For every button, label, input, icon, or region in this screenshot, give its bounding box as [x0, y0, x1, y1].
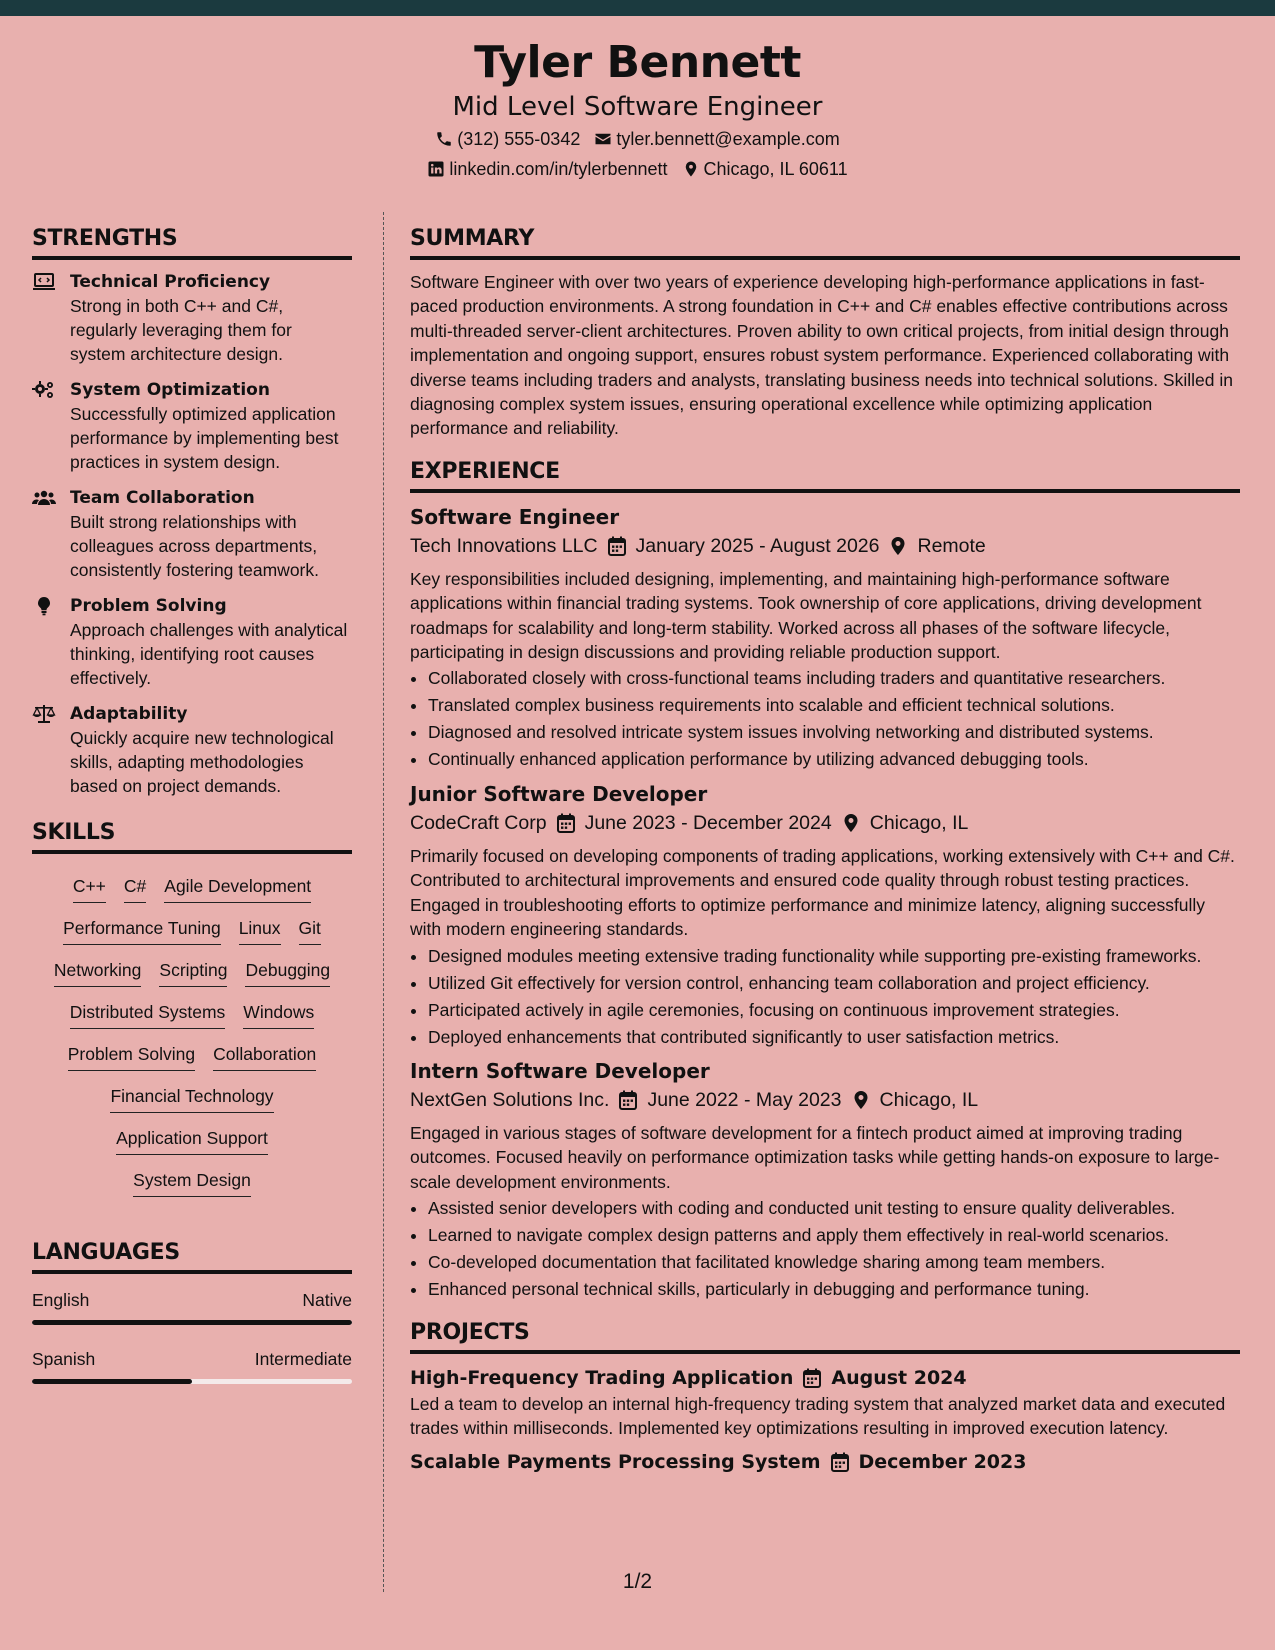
location-pin-icon — [889, 536, 907, 556]
linkedin-contact[interactable] — [427, 154, 667, 184]
strengths-title: STRENGTHS — [32, 224, 352, 260]
location-pin-icon — [842, 813, 860, 833]
left-column — [32, 224, 352, 1384]
job-bullets — [410, 666, 1240, 771]
skill-tag: Networking — [54, 958, 142, 987]
project-entry — [410, 1364, 1240, 1441]
languages-section — [32, 1238, 352, 1384]
calendar-icon — [557, 813, 575, 833]
job-entry — [410, 780, 1240, 1049]
job-company: NextGen Solutions Inc. — [410, 1088, 610, 1111]
language-name: English — [32, 1290, 90, 1310]
job-company: CodeCraft Corp — [410, 811, 547, 834]
linkedin-icon — [427, 160, 445, 178]
skill-tag: C++ — [73, 874, 106, 903]
job-bullet: • Continually enhanced application performance by utilizing advanced debugging tools. — [428, 747, 1240, 771]
job-bullet: • Assisted senior developers with coding and conducted unit testing to ensure quality deliverables. — [428, 1196, 1240, 1220]
calendar-icon — [608, 536, 626, 556]
page-indicator: 1/2 — [622, 1570, 653, 1593]
scale-balanced-icon — [32, 704, 56, 724]
strength-title: Adaptability — [70, 704, 188, 724]
calendar-icon — [619, 1090, 637, 1110]
candidate-role: Mid Level Software Engineer — [452, 92, 823, 122]
column-divider — [383, 212, 384, 1592]
skill-tag: Collaboration — [213, 1042, 316, 1071]
job-description: Key responsibilities included designing, implementing, and maintaining high-performance software applications within financial trading systems. Took ownership of core applications, driving development roadmaps for scalability and long-term stability. Worked across all phases of the software lifecycle, participating in design discussions and providing reliable production support. — [410, 568, 1202, 663]
summary-title: SUMMARY — [410, 224, 1240, 260]
phone-contact[interactable] — [435, 124, 580, 154]
skill-tag: System Design — [133, 1168, 251, 1197]
strength-item — [32, 702, 352, 798]
language-item — [32, 1288, 352, 1325]
job-title: Intern Software Developer — [410, 1058, 710, 1083]
job-dates: June 2022 - May 2023 — [647, 1088, 842, 1111]
project-title: Scalable Payments Processing System — [410, 1451, 821, 1474]
project-date: December 2023 — [858, 1451, 1027, 1474]
language-proficiency-fill — [32, 1320, 352, 1325]
summary-section — [410, 224, 1240, 441]
skill-tag: Financial Technology — [110, 1084, 273, 1113]
top-accent-bar — [0, 0, 1275, 16]
project-entry — [410, 1448, 1240, 1476]
strength-title: Team Collaboration — [70, 488, 255, 508]
strengths-section — [32, 224, 352, 798]
experience-title: EXPERIENCE — [410, 457, 1240, 493]
strength-item — [32, 594, 352, 690]
skills-section — [32, 818, 352, 1204]
job-bullets — [410, 944, 1240, 1049]
skills-list — [32, 864, 352, 1204]
linkedin-text: linkedin.com/in/tylerbennett — [449, 159, 668, 179]
language-proficiency-bar — [32, 1320, 352, 1325]
job-description: Engaged in various stages of software development for a fintech product aimed at improving trading outcomes. Focused heavily on performance optimization tasks while getting hands-on exposure to large-scale development environments. — [410, 1122, 1220, 1192]
job-bullets — [410, 1196, 1240, 1301]
email-text: tyler.bennett@example.com — [616, 129, 840, 149]
job-title: Software Engineer — [410, 504, 620, 529]
job-bullet: • Enhanced personal technical skills, particularly in debugging and performance tuning. — [428, 1277, 1240, 1301]
project-description: Led a team to develop an internal high-frequency trading system that analyzed market data and executed trades within milliseconds. Implemented key optimizations resulting in improved execution latency. — [410, 1393, 1226, 1438]
right-column — [410, 224, 1240, 1492]
skill-tag: C# — [124, 874, 146, 903]
skill-tag: Distributed Systems — [70, 1000, 226, 1029]
gears-icon — [32, 380, 56, 400]
job-bullet: • Diagnosed and resolved intricate system issues involving networking and distributed systems. — [428, 720, 1240, 744]
skill-tag: Problem Solving — [68, 1042, 195, 1071]
job-title: Junior Software Developer — [410, 781, 708, 806]
envelope-icon — [594, 130, 612, 148]
phone-text: (312) 555-0342 — [457, 129, 581, 149]
project-date: August 2024 — [831, 1366, 967, 1389]
phone-icon — [435, 130, 453, 148]
job-bullet: • Deployed enhancements that contributed significantly to user satisfaction metrics. — [428, 1025, 1240, 1049]
job-dates: January 2025 - August 2026 — [635, 534, 880, 557]
language-item — [32, 1347, 352, 1384]
skill-tag: Agile Development — [164, 874, 311, 903]
language-level: Intermediate — [254, 1349, 352, 1369]
skill-tag: Performance Tuning — [63, 916, 221, 945]
strength-title: System Optimization — [70, 380, 270, 400]
job-bullet: • Utilized Git effectively for version control, enhancing team collaboration and project efficiency. — [428, 971, 1240, 995]
calendar-icon — [831, 1452, 849, 1472]
candidate-name: Tyler Bennett — [474, 37, 801, 88]
location-contact — [682, 154, 848, 184]
skills-title: SKILLS — [32, 818, 352, 854]
language-level: Native — [302, 1290, 352, 1310]
language-proficiency-fill — [32, 1379, 192, 1384]
users-icon — [32, 488, 56, 508]
job-location: Chicago, IL — [869, 811, 969, 834]
project-header — [410, 1448, 1240, 1476]
strength-title: Technical Proficiency — [70, 272, 271, 292]
calendar-icon — [803, 1368, 821, 1388]
lightbulb-icon — [32, 596, 56, 616]
strength-desc: Built strong relationships with colleagues across departments, consistently fostering teamwork. — [70, 512, 319, 580]
strength-title: Problem Solving — [70, 596, 227, 616]
email-contact[interactable] — [594, 124, 839, 154]
job-bullet: • Translated complex business requirements into scalable and efficient technical solutions. — [428, 693, 1240, 717]
strength-desc: Strong in both C++ and C#, regularly leveraging them for system architecture design. — [70, 296, 292, 364]
job-bullet: • Learned to navigate complex design patterns and apply them effectively in real-world scenarios. — [428, 1223, 1240, 1247]
location-pin-icon — [682, 160, 700, 178]
strength-item — [32, 270, 352, 366]
location-pin-icon — [852, 1090, 870, 1110]
location-text: Chicago, IL 60611 — [703, 159, 848, 179]
project-title: High-Frequency Trading Application — [410, 1366, 794, 1389]
job-bullet: • Co-developed documentation that facilitated knowledge sharing among team members. — [428, 1250, 1240, 1274]
skill-tag: Scripting — [159, 958, 227, 987]
job-bullet: • Participated actively in agile ceremonies, focusing on continuous improvement strategies. — [428, 998, 1240, 1022]
skill-tag: Windows — [243, 1000, 314, 1029]
contact-row-1 — [0, 124, 1275, 154]
job-bullet: • Collaborated closely with cross-functional teams including traders and quantitative researchers. — [428, 666, 1240, 690]
skill-tag: Debugging — [245, 958, 330, 987]
job-meta — [410, 531, 1240, 561]
job-bullet: • Designed modules meeting extensive trading functionality while supporting pre-existing frameworks. — [428, 944, 1240, 968]
strength-desc: Quickly acquire new technological skills, adapting methodologies based on project demands. — [70, 728, 334, 796]
laptop-code-icon — [32, 272, 56, 292]
projects-section — [410, 1318, 1240, 1477]
strength-item — [32, 378, 352, 474]
projects-title: PROJECTS — [410, 1318, 1240, 1354]
languages-title: LANGUAGES — [32, 1238, 352, 1274]
skill-tag: Application Support — [116, 1126, 268, 1155]
strength-desc: Approach challenges with analytical thinking, identifying root causes effectively. — [70, 620, 348, 688]
language-name: Spanish — [32, 1349, 96, 1369]
skill-tag: Git — [299, 916, 321, 945]
strength-item — [32, 486, 352, 582]
project-header — [410, 1364, 1240, 1392]
summary-text: Software Engineer with over two years of experience developing high-performance applications in fast-paced production environments. A strong foundation in C++ and C# enables effective contributions across multi-threaded server-client architectures. Proven ability to own critical projects, from initial design through implementation and ongoing support, ensures robust system performance. Experienced collaborating with diverse teams including traders and analysts, translating business needs into technical solutions. Skilled in diagnosing complex system issues, ensuring operational excellence while optimizing application performance and reliability. — [410, 272, 1233, 439]
job-location: Chicago, IL — [879, 1088, 979, 1111]
contact-row-2 — [0, 154, 1275, 184]
strength-desc: Successfully optimized application performance by implementing best practices in system design. — [70, 404, 339, 472]
resume-header — [0, 36, 1275, 184]
job-meta — [410, 1085, 1240, 1115]
job-entry — [410, 503, 1240, 772]
job-location: Remote — [917, 534, 986, 557]
language-proficiency-bar — [32, 1379, 352, 1384]
job-meta — [410, 808, 1240, 838]
job-description: Primarily focused on developing components of trading applications, working extensively with C++ and C#. Contributed to architectural improvements and ensured code quality through robust testing practices. Engaged in troubleshooting efforts to optimize performance and minimize latency, aligning successfully with modern engineering standards. — [410, 845, 1235, 940]
job-dates: June 2023 - December 2024 — [584, 811, 832, 834]
job-entry — [410, 1057, 1240, 1302]
skill-tag: Linux — [239, 916, 281, 945]
job-company: Tech Innovations LLC — [410, 534, 598, 557]
experience-section — [410, 457, 1240, 1302]
